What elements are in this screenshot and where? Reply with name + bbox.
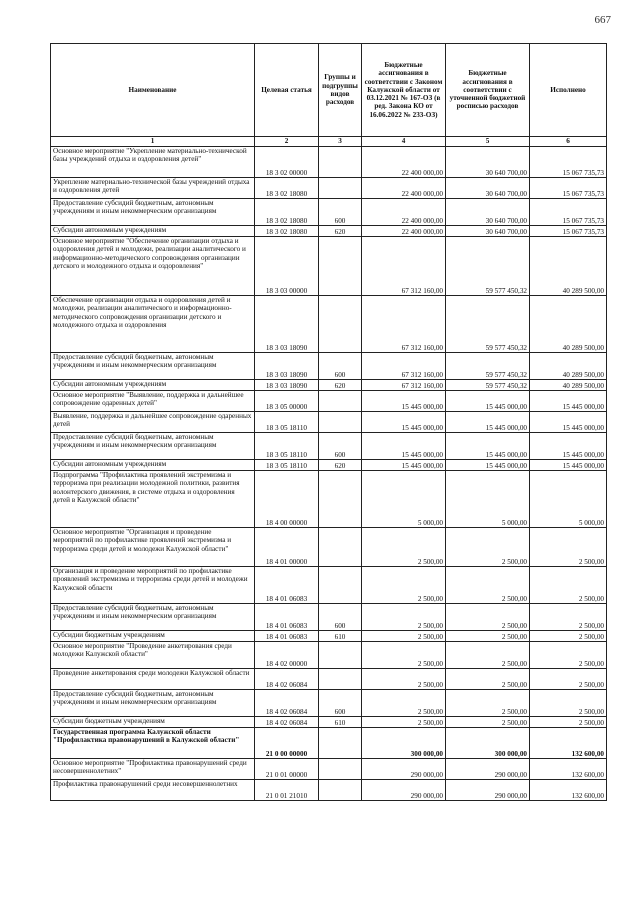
table-row — [51, 412, 607, 433]
row-executed-amount-cell: 2 500,00 — [530, 669, 607, 690]
row-name-cell: Субсидии бюджетным учреждениям — [51, 631, 255, 642]
row-target-article-cell: 21 0 01 00000 — [255, 759, 319, 780]
row-law-amount-cell: 67 312 160,00 — [362, 353, 446, 380]
row-target-article-cell: 18 3 05 18110 — [255, 460, 319, 471]
row-law-amount-cell: 67 312 160,00 — [362, 296, 446, 353]
table-row — [51, 178, 607, 199]
row-expense-group-cell: 600 — [319, 199, 362, 226]
row-expense-group-cell — [319, 528, 362, 567]
table-row — [51, 237, 607, 296]
row-target-article-cell: 18 3 03 00000 — [255, 237, 319, 296]
row-executed-amount-cell: 15 445 000,00 — [530, 391, 607, 412]
row-target-article-cell: 18 3 02 18080 — [255, 178, 319, 199]
row-law-amount-cell: 2 500,00 — [362, 604, 446, 631]
row-executed-amount-cell: 15 067 735,73 — [530, 178, 607, 199]
row-target-article-cell: 18 4 02 00000 — [255, 642, 319, 669]
row-target-article-cell: 18 3 03 18090 — [255, 296, 319, 353]
row-refined-amount-cell: 30 640 700,00 — [446, 199, 530, 226]
row-executed-amount-cell: 132 600,00 — [530, 780, 607, 801]
table-row — [51, 567, 607, 604]
row-expense-group-cell — [319, 642, 362, 669]
row-law-amount-cell: 2 500,00 — [362, 642, 446, 669]
row-executed-amount-cell: 2 500,00 — [530, 604, 607, 631]
table-row — [51, 728, 607, 759]
row-target-article-cell: 18 3 05 18110 — [255, 412, 319, 433]
row-expense-group-cell: 610 — [319, 631, 362, 642]
table-row — [51, 780, 607, 801]
row-executed-amount-cell: 15 445 000,00 — [530, 433, 607, 460]
table-row — [51, 353, 607, 380]
table-row — [51, 669, 607, 690]
table-header-row — [51, 44, 607, 137]
row-expense-group-cell — [319, 728, 362, 759]
row-target-article-cell: 18 4 02 06084 — [255, 717, 319, 728]
row-law-amount-cell: 15 445 000,00 — [362, 460, 446, 471]
row-expense-group-cell — [319, 296, 362, 353]
row-name-cell: Предоставление субсидий бюджетным, автономным учреждениям и иным некоммерческим организациям — [51, 604, 255, 631]
row-executed-amount-cell: 15 445 000,00 — [530, 412, 607, 433]
row-target-article-cell: 18 3 02 18080 — [255, 226, 319, 237]
row-law-amount-cell: 2 500,00 — [362, 690, 446, 717]
row-refined-amount-cell: 30 640 700,00 — [446, 147, 530, 178]
row-expense-group-cell — [319, 147, 362, 178]
row-executed-amount-cell: 15 067 735,73 — [530, 226, 607, 237]
table-row — [51, 604, 607, 631]
row-target-article-cell: 18 3 02 00000 — [255, 147, 319, 178]
row-name-cell: Государственная программа Калужской области "Профилактика правонарушений в Калужской области" — [51, 728, 255, 759]
row-executed-amount-cell: 40 289 500,00 — [530, 237, 607, 296]
row-name-cell: Субсидии автономным учреждениям — [51, 226, 255, 237]
row-name-cell: Основное мероприятие "Проведение анкетирования среди молодежи Калужской области" — [51, 642, 255, 669]
row-executed-amount-cell: 15 067 735,73 — [530, 199, 607, 226]
table-row — [51, 690, 607, 717]
row-refined-amount-cell: 15 445 000,00 — [446, 433, 530, 460]
row-name-cell: Предоставление субсидий бюджетным, автономным учреждениям и иным некоммерческим организациям — [51, 353, 255, 380]
row-refined-amount-cell: 2 500,00 — [446, 631, 530, 642]
row-refined-amount-cell: 30 640 700,00 — [446, 178, 530, 199]
row-law-amount-cell: 2 500,00 — [362, 567, 446, 604]
row-name-cell: Основное мероприятие "Организация и проведение мероприятий по профилактике проявлений экстремизма и терроризма среди детей и молодежи Калужской области" — [51, 528, 255, 567]
row-refined-amount-cell: 30 640 700,00 — [446, 226, 530, 237]
row-name-cell: Выявление, поддержка и дальнейшее сопровождение одаренных детей — [51, 412, 255, 433]
table-row — [51, 759, 607, 780]
column-number: 1 — [51, 137, 255, 147]
row-executed-amount-cell: 2 500,00 — [530, 642, 607, 669]
row-executed-amount-cell: 2 500,00 — [530, 690, 607, 717]
row-law-amount-cell: 290 000,00 — [362, 780, 446, 801]
row-law-amount-cell: 22 400 000,00 — [362, 178, 446, 199]
page-number: 667 — [594, 14, 611, 26]
row-name-cell: Основное мероприятие "Выявление, поддержка и дальнейшее сопровождение одаренных детей" — [51, 391, 255, 412]
row-law-amount-cell: 2 500,00 — [362, 717, 446, 728]
column-number: 5 — [446, 137, 530, 147]
row-name-cell: Предоставление субсидий бюджетным, автономным учреждениям и иным некоммерческим организациям — [51, 199, 255, 226]
row-target-article-cell: 18 3 02 18080 — [255, 199, 319, 226]
row-law-amount-cell: 22 400 000,00 — [362, 147, 446, 178]
column-number: 4 — [362, 137, 446, 147]
table-row — [51, 199, 607, 226]
row-refined-amount-cell: 2 500,00 — [446, 642, 530, 669]
row-law-amount-cell: 67 312 160,00 — [362, 237, 446, 296]
row-expense-group-cell — [319, 178, 362, 199]
row-expense-group-cell — [319, 237, 362, 296]
row-expense-group-cell: 600 — [319, 690, 362, 717]
table-row — [51, 528, 607, 567]
row-executed-amount-cell: 5 000,00 — [530, 471, 607, 528]
header-executed: Исполнено — [530, 44, 607, 137]
row-executed-amount-cell: 15 067 735,73 — [530, 147, 607, 178]
budget-table — [50, 43, 607, 801]
row-expense-group-cell — [319, 567, 362, 604]
row-target-article-cell: 21 0 00 00000 — [255, 728, 319, 759]
row-name-cell: Предоставление субсидий бюджетным, автономным учреждениям и иным некоммерческим организациям — [51, 690, 255, 717]
row-refined-amount-cell: 2 500,00 — [446, 528, 530, 567]
row-name-cell: Субсидии бюджетным учреждениям — [51, 717, 255, 728]
row-law-amount-cell: 22 400 000,00 — [362, 226, 446, 237]
row-executed-amount-cell: 2 500,00 — [530, 631, 607, 642]
row-expense-group-cell: 610 — [319, 717, 362, 728]
row-name-cell: Подпрограмма "Профилактика проявлений экстремизма и терроризма при реализации молодежной политики, развития волонтерского движения, в системе отдыха и оздоровления детей в Калужской области" — [51, 471, 255, 528]
row-refined-amount-cell: 59 577 450,32 — [446, 353, 530, 380]
row-law-amount-cell: 300 000,00 — [362, 728, 446, 759]
row-refined-amount-cell: 2 500,00 — [446, 690, 530, 717]
header-expense-groups: Группы и подгруппы видов расходов — [319, 44, 362, 137]
row-name-cell: Субсидии автономным учреждениям — [51, 380, 255, 391]
row-executed-amount-cell: 132 600,00 — [530, 759, 607, 780]
row-refined-amount-cell: 5 000,00 — [446, 471, 530, 528]
row-target-article-cell: 18 4 00 00000 — [255, 471, 319, 528]
column-number: 3 — [319, 137, 362, 147]
row-expense-group-cell: 600 — [319, 604, 362, 631]
row-executed-amount-cell: 40 289 500,00 — [530, 296, 607, 353]
row-law-amount-cell: 15 445 000,00 — [362, 433, 446, 460]
table-row — [51, 391, 607, 412]
row-law-amount-cell: 5 000,00 — [362, 471, 446, 528]
row-refined-amount-cell: 15 445 000,00 — [446, 460, 530, 471]
row-expense-group-cell — [319, 391, 362, 412]
column-number-row — [51, 137, 607, 147]
row-law-amount-cell: 2 500,00 — [362, 669, 446, 690]
header-name: Наименование — [51, 44, 255, 137]
table-row — [51, 631, 607, 642]
table-row — [51, 147, 607, 178]
table-row — [51, 296, 607, 353]
row-expense-group-cell — [319, 669, 362, 690]
row-name-cell: Предоставление субсидий бюджетным, автономным учреждениям и иным некоммерческим организациям — [51, 433, 255, 460]
table-row — [51, 226, 607, 237]
row-expense-group-cell: 620 — [319, 460, 362, 471]
row-refined-amount-cell: 2 500,00 — [446, 717, 530, 728]
row-target-article-cell: 18 4 01 06083 — [255, 631, 319, 642]
row-executed-amount-cell: 2 500,00 — [530, 567, 607, 604]
header-target-article: Целевая статья — [255, 44, 319, 137]
row-law-amount-cell: 22 400 000,00 — [362, 199, 446, 226]
row-executed-amount-cell: 40 289 500,00 — [530, 380, 607, 391]
row-target-article-cell: 18 3 05 00000 — [255, 391, 319, 412]
row-expense-group-cell — [319, 412, 362, 433]
row-refined-amount-cell: 290 000,00 — [446, 759, 530, 780]
table-row — [51, 717, 607, 728]
row-executed-amount-cell: 15 445 000,00 — [530, 460, 607, 471]
row-name-cell: Обеспечение организации отдыха и оздоровления детей и молодежи, реализации аналитического и информационно-методического сопровождения организации детского и молодежного отдыха и оздоровления — [51, 296, 255, 353]
row-refined-amount-cell: 300 000,00 — [446, 728, 530, 759]
row-law-amount-cell: 15 445 000,00 — [362, 412, 446, 433]
row-law-amount-cell: 2 500,00 — [362, 631, 446, 642]
row-executed-amount-cell: 2 500,00 — [530, 528, 607, 567]
row-expense-group-cell: 620 — [319, 380, 362, 391]
row-law-amount-cell: 290 000,00 — [362, 759, 446, 780]
row-executed-amount-cell: 2 500,00 — [530, 717, 607, 728]
header-law-allocations: Бюджетные ассигнования в соответствии с Законом Калужской области от 03.12.2021 № 167-ОЗ (в ред. Закона КО от 16.06.2022 № 233-ОЗ) — [362, 44, 446, 137]
row-name-cell: Основное мероприятие "Профилактика правонарушений среди несовершеннолетних" — [51, 759, 255, 780]
row-target-article-cell: 18 4 02 06084 — [255, 690, 319, 717]
row-name-cell: Проведение анкетирования среди молодежи Калужской области — [51, 669, 255, 690]
row-target-article-cell: 18 3 03 18090 — [255, 353, 319, 380]
row-target-article-cell: 18 4 01 06083 — [255, 604, 319, 631]
row-expense-group-cell — [319, 759, 362, 780]
row-refined-amount-cell: 2 500,00 — [446, 669, 530, 690]
row-target-article-cell: 18 3 03 18090 — [255, 380, 319, 391]
table-row — [51, 380, 607, 391]
column-number: 2 — [255, 137, 319, 147]
table-row — [51, 433, 607, 460]
row-target-article-cell: 18 4 02 06084 — [255, 669, 319, 690]
row-refined-amount-cell: 15 445 000,00 — [446, 391, 530, 412]
table-row — [51, 460, 607, 471]
row-refined-amount-cell: 59 577 450,32 — [446, 296, 530, 353]
row-expense-group-cell: 620 — [319, 226, 362, 237]
row-name-cell: Основное мероприятие "Обеспечение организации отдыха и оздоровления детей и молодежи, реализации аналитического и информационно-методического сопровождения организации детского и молодежного отдыха и оздоровления" — [51, 237, 255, 296]
table-row — [51, 471, 607, 528]
row-name-cell: Профилактика правонарушений среди несовершеннолетних — [51, 780, 255, 801]
column-number: 6 — [530, 137, 607, 147]
row-target-article-cell: 18 4 01 00000 — [255, 528, 319, 567]
row-refined-amount-cell: 59 577 450,32 — [446, 237, 530, 296]
row-target-article-cell: 21 0 01 21010 — [255, 780, 319, 801]
row-name-cell: Организация и проведение мероприятий по профилактике проявлений экстремизма и терроризма среди детей и молодежи Калужской области — [51, 567, 255, 604]
row-law-amount-cell: 2 500,00 — [362, 528, 446, 567]
row-expense-group-cell — [319, 471, 362, 528]
header-refined-allocations: Бюджетные ассигнования в соответствии с уточненной бюджетной росписью расходов — [446, 44, 530, 137]
row-name-cell: Укрепление материально-технической базы учреждений отдыха и оздоровления детей — [51, 178, 255, 199]
row-name-cell: Основное мероприятие "Укрепление материально-технической базы учреждений отдыха и оздоровления детей" — [51, 147, 255, 178]
row-expense-group-cell: 600 — [319, 353, 362, 380]
row-law-amount-cell: 67 312 160,00 — [362, 380, 446, 391]
row-executed-amount-cell: 132 600,00 — [530, 728, 607, 759]
row-refined-amount-cell: 15 445 000,00 — [446, 412, 530, 433]
row-target-article-cell: 18 4 01 06083 — [255, 567, 319, 604]
table-row — [51, 642, 607, 669]
row-refined-amount-cell: 2 500,00 — [446, 567, 530, 604]
row-expense-group-cell — [319, 780, 362, 801]
row-law-amount-cell: 15 445 000,00 — [362, 391, 446, 412]
row-target-article-cell: 18 3 05 18110 — [255, 433, 319, 460]
row-refined-amount-cell: 290 000,00 — [446, 780, 530, 801]
row-name-cell: Субсидии автономным учреждениям — [51, 460, 255, 471]
row-expense-group-cell: 600 — [319, 433, 362, 460]
row-executed-amount-cell: 40 289 500,00 — [530, 353, 607, 380]
row-refined-amount-cell: 2 500,00 — [446, 604, 530, 631]
row-refined-amount-cell: 59 577 450,32 — [446, 380, 530, 391]
